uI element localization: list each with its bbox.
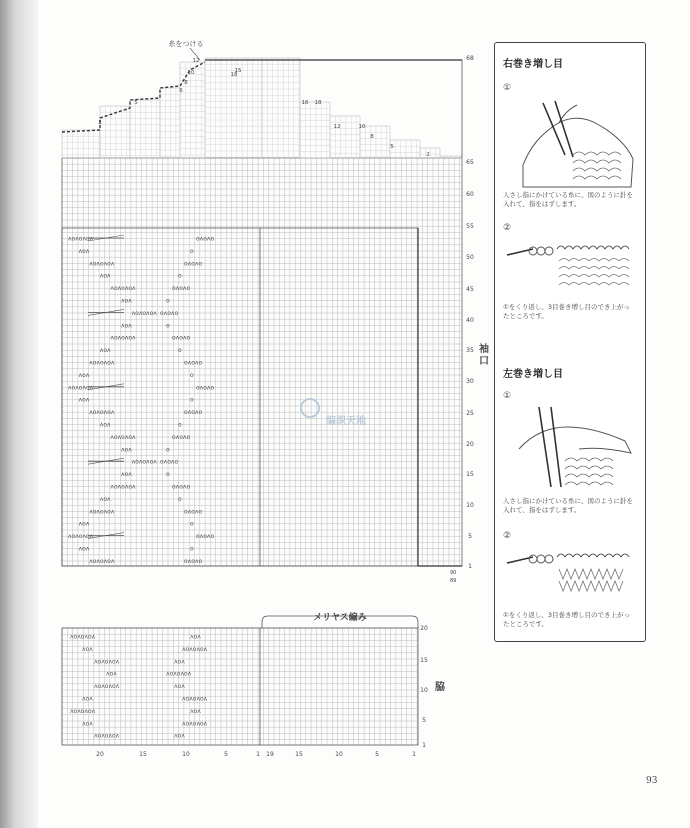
shoulder-block	[360, 126, 390, 158]
column-number-label: 15	[139, 751, 147, 758]
lace-symbol: ʌoʌoʌoʌ	[110, 334, 136, 342]
lace-symbol: ʌoʌ	[121, 297, 132, 305]
left-increase-result-illustration	[503, 547, 637, 607]
shoulder-block	[100, 106, 130, 158]
chart-grid	[62, 58, 462, 745]
lace-symbol: ʌoʌoʌoʌ	[89, 557, 115, 565]
shoulder-block	[62, 130, 100, 158]
right-step-2: ②	[503, 223, 512, 233]
row-number-label: 35	[466, 347, 474, 354]
lace-symbol: ʌoʌ	[121, 322, 132, 330]
left-caption-1: 人さし指にかけている糸に、図のように針を入れて、指をはずします。	[503, 497, 633, 514]
lace-symbol: ʌoʌ	[78, 371, 90, 379]
shoulder-step-number: 5	[134, 100, 138, 106]
lace-symbol: o	[178, 272, 182, 280]
column-number-label: 15	[295, 751, 303, 758]
right-increase-result-illustration	[503, 239, 637, 299]
lace-symbol: ʌoʌoʌoʌ	[68, 384, 94, 392]
shoulder-step-number: 10	[358, 124, 366, 130]
row-number-label: 60	[466, 191, 474, 198]
lace-symbol: ʌoʌoʌoʌ	[94, 683, 120, 691]
lace-symbol: ʌoʌoʌoʌ	[182, 645, 208, 653]
lower-row-number-label: 1	[422, 742, 426, 749]
lace-symbol: oʌoʌo	[160, 309, 179, 317]
row-number-label: 1	[468, 563, 472, 570]
shoulder-step-number: 2	[98, 120, 102, 126]
lace-symbol: ʌoʌoʌoʌ	[182, 695, 208, 703]
lace-symbol: ʌoʌ	[82, 720, 93, 728]
left-caption-2: ①をくり返し、3目巻き増し目のでき上がったところです。	[503, 611, 630, 628]
row-number-label: 55	[466, 223, 474, 230]
shoulder-step-number: 6	[179, 88, 183, 94]
lace-symbol: ʌoʌ	[190, 633, 201, 641]
shoulder-step-number: 12	[333, 124, 341, 130]
shoulder-block	[300, 102, 330, 158]
increase-instructions-panel	[494, 42, 646, 642]
lace-symbol: o	[178, 347, 182, 355]
row-number-label: 15	[466, 471, 474, 478]
lace-symbol: ʌoʌoʌoʌ	[94, 732, 120, 740]
shoulder-step-number: 18	[314, 100, 322, 106]
lace-symbol: ʌoʌ	[78, 545, 90, 553]
shoulder-block	[130, 100, 160, 158]
lace-symbol: oʌoʌo	[160, 458, 179, 466]
corner-label: 89	[450, 578, 457, 584]
lace-symbol: ʌoʌoʌoʌ	[68, 235, 94, 243]
lace-symbol: ʌoʌoʌoʌ	[110, 483, 136, 491]
lace-symbol: ʌoʌoʌoʌ	[89, 409, 115, 417]
lace-symbol: ʌoʌ	[99, 347, 111, 355]
lace-symbol: o	[178, 421, 182, 429]
lace-symbol: ʌoʌ	[174, 683, 185, 691]
lace-symbol: ʌoʌoʌoʌ	[94, 658, 120, 666]
left-increase-hand-illustration	[503, 403, 637, 493]
shoulder-block	[160, 88, 180, 158]
lace-symbol: ʌoʌ	[78, 247, 90, 255]
pattern-frame	[62, 228, 418, 566]
shoulder-step-number: 5	[390, 144, 394, 150]
lace-symbol: o	[178, 495, 182, 503]
shoulder-block	[262, 58, 300, 158]
column-number-label: 10	[182, 751, 190, 758]
lace-symbol: ʌoʌ	[174, 732, 185, 740]
lace-symbol: oʌoʌo	[172, 285, 191, 293]
lace-symbol: ʌoʌoʌoʌ	[89, 508, 115, 516]
lace-symbol: oʌoʌo	[172, 433, 191, 441]
row-number-label: 45	[466, 286, 474, 293]
column-number-label: 20	[96, 751, 104, 758]
lace-symbol: o	[190, 520, 194, 528]
lace-symbol: oʌoʌo	[196, 533, 215, 541]
shoulder-block	[390, 140, 420, 158]
lace-symbol: ʌoʌ	[121, 471, 132, 479]
lace-symbol: ʌoʌoʌoʌ	[110, 285, 136, 293]
right-step-1: ①	[503, 83, 512, 93]
shoulder-step-number: 8	[184, 80, 188, 86]
lower-row-number-label: 15	[420, 657, 428, 664]
lace-symbol: o	[190, 545, 194, 553]
stockinette-label: メリヤス編み	[313, 613, 367, 623]
lace-symbol: oʌoʌo	[184, 359, 203, 367]
lace-symbol: ʌoʌ	[106, 670, 117, 678]
lace-symbol: ʌoʌoʌoʌ	[182, 720, 208, 728]
lower-row-number-label: 5	[422, 717, 426, 724]
lace-symbol: ʌoʌ	[190, 707, 201, 715]
lace-symbol: o	[190, 396, 194, 404]
row-number-label: 5	[468, 533, 472, 540]
lace-symbol: ʌoʌ	[82, 695, 93, 703]
shoulder-block	[420, 148, 440, 158]
row-number-label: 25	[466, 410, 474, 417]
lace-symbol: ʌoʌoʌoʌ	[89, 359, 115, 367]
row-number-label: 50	[466, 254, 474, 261]
shoulder-step-number: 18	[230, 72, 238, 78]
column-number-label: 19	[266, 751, 274, 758]
lace-symbol: ʌoʌoʌoʌ	[166, 670, 192, 678]
lace-symbol: o	[166, 471, 170, 479]
right-increase-hand-illustration	[503, 95, 637, 187]
shoulder-step-number: 8	[370, 134, 374, 140]
lace-symbol: ʌoʌ	[99, 272, 111, 280]
chart-labels	[96, 39, 489, 758]
lace-symbol: ʌoʌ	[99, 495, 111, 503]
shoulder-step-number: 15	[234, 68, 242, 74]
lace-symbol: oʌoʌo	[184, 409, 203, 417]
lace-symbol: o	[166, 297, 170, 305]
lace-symbol: ʌoʌ	[82, 645, 93, 653]
row-number-label: 10	[466, 502, 474, 509]
lower-row-number-label: 20	[420, 625, 428, 632]
lace-symbol: o	[166, 446, 170, 454]
shoulder-step-number: 10	[187, 70, 195, 76]
lace-symbol: oʌoʌo	[184, 260, 203, 268]
sleeve-step-edge	[418, 228, 462, 566]
column-number-label: 1	[256, 751, 260, 758]
lace-symbol: ʌoʌ	[78, 520, 90, 528]
right-increase-title: 右巻き増し目	[503, 59, 563, 70]
left-step-2: ②	[503, 531, 512, 541]
lace-symbol: oʌoʌo	[172, 334, 191, 342]
row-number-label: 65	[466, 159, 474, 166]
lace-symbol: oʌoʌo	[172, 483, 191, 491]
lace-symbol: oʌoʌo	[184, 557, 203, 565]
lace-symbol: ʌoʌ	[174, 658, 185, 666]
lace-symbol: ʌoʌoʌoʌ	[110, 433, 136, 441]
lace-symbol: oʌoʌo	[196, 235, 215, 243]
sleeve-label-char: 袖	[479, 344, 489, 355]
lace-symbol: ʌoʌoʌoʌ	[70, 707, 96, 715]
lace-symbol: o	[166, 322, 170, 330]
sleeve-label-char: 口	[479, 356, 489, 367]
chart-symbols	[68, 235, 214, 740]
lace-symbol: ʌoʌ	[78, 396, 90, 404]
top-row-number-label: 68	[466, 55, 474, 62]
lower-row-number-label: 10	[420, 687, 428, 694]
shoulder-dashed-edge	[62, 62, 205, 132]
lace-symbol: ʌoʌoʌoʌ	[70, 633, 96, 641]
column-number-label: 5	[224, 751, 228, 758]
watermark-text: 编织天地	[326, 416, 366, 427]
column-number-label: 5	[375, 751, 379, 758]
shoulder-step-number: 16	[301, 100, 309, 106]
right-caption-1: 人さし指にかけている糸に、図のように針を入れて、指をはずします。	[503, 191, 633, 208]
page-number: 93	[646, 776, 658, 786]
column-number-label: 1	[412, 751, 416, 758]
row-number-label: 40	[466, 317, 474, 324]
left-step-1: ①	[503, 391, 512, 401]
row-number-label: 30	[466, 378, 474, 385]
lace-symbol: oʌoʌo	[184, 508, 203, 516]
shoulder-step-number: 2	[426, 152, 430, 158]
lace-symbol: ʌoʌ	[121, 446, 132, 454]
lace-symbol: oʌoʌo	[196, 384, 215, 392]
lace-symbol: ʌoʌoʌoʌ	[68, 533, 94, 541]
corner-label: 90	[450, 570, 457, 576]
lace-symbol: ʌoʌoʌoʌ	[89, 260, 115, 268]
lace-symbol: o	[190, 371, 194, 379]
upper-chart-border	[62, 158, 462, 566]
row-number-label: 20	[466, 441, 474, 448]
column-number-label: 10	[335, 751, 343, 758]
lace-symbol: ʌoʌoʌoʌ	[131, 458, 157, 466]
shoulder-step-number: 12	[192, 58, 200, 64]
attach-yarn-label: 糸をつける	[168, 40, 204, 48]
left-increase-title: 左巻き増し目	[503, 369, 563, 380]
side-label: 脇	[435, 682, 445, 693]
lace-symbol: o	[190, 247, 194, 255]
lace-symbol: ʌoʌ	[99, 421, 111, 429]
lace-symbol: ʌoʌoʌoʌ	[131, 309, 157, 317]
right-caption-2: ①をくり返し、3目巻き増し目のでき上がったところです。	[503, 303, 630, 320]
